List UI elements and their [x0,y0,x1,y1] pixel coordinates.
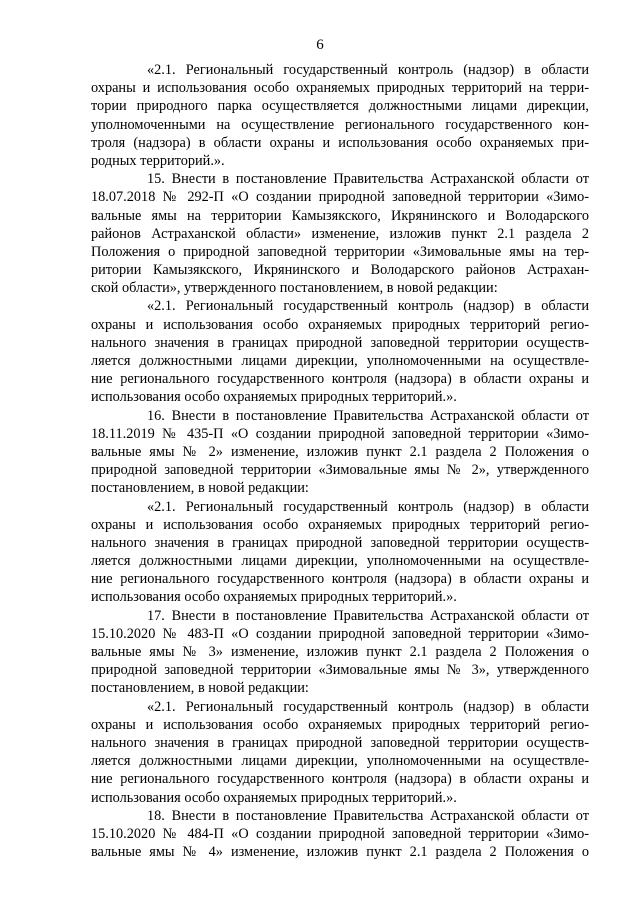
text-line: ляется должностными лицами дирекции, уполномоченными на осуществле- [91,753,589,770]
text-line: ние регионального государственного контроля (надзора) в области охраны и [91,571,589,588]
page-number: 6 [316,37,324,53]
text-line: «2.1. Региональный государственный контроль (надзор) в области [147,298,589,315]
text-line: вальные ямы № 3» изменение, изложив пункт 2.1 раздела 2 Положения о [91,644,589,660]
text-line: ритории Камызякского, Икрянинского и Володарского районов Астрахан- [91,262,589,279]
text-line: использования особо охраняемых природных территорий.». [91,389,457,406]
text-line: постановлением, в новой редакции: [91,480,309,497]
text-line: использования особо охраняемых природных территорий.». [91,589,457,606]
text-line: районов Астраханской области» изменение, изложив пункт 2.1 раздела 2 [91,225,589,242]
text-line: охраны и использования особо охраняемых природных территорий регио- [91,516,589,533]
text-line: нального значения в границах природной заповедной территории осуществ- [91,534,589,551]
text-line: 18.07.2018 № 292-П «О создании природной заповедной территории «Зимо- [91,189,589,206]
document-body [91,61,589,861]
text-line: нального значения в границах природной заповедной территории осуществ- [91,334,589,351]
text-line: ние регионального государственного контроля (надзора) в области охраны и [91,371,589,388]
text-line: ляется должностными лицами дирекции, уполномоченными на осуществле- [91,353,589,369]
text-line: «2.1. Региональный государственный контроль (надзор) в области [147,62,589,78]
text-line: ляется должностными лицами дирекции, уполномоченными на осуществле- [91,553,589,570]
text-line: троля (надзора) в области охраны и использования особо охраняемых при- [91,134,589,151]
text-line: вальные ямы № 4» изменение, изложив пункт 2.1 раздела 2 Положения о [91,844,589,861]
text-line: охраны и использования особо охраняемых природных территорий на терри- [91,80,589,97]
text-line: Положения о природной заповедной территории «Зимовальные ямы на тер- [91,243,589,260]
text-line: охраны и использования особо охраняемых природных территорий регио- [91,716,589,733]
text-line: 15.10.2020 № 484-П «О создании природной заповедной территории «Зимо- [91,825,589,842]
text-line: 18. Внести в постановление Правительства Астраханской области от [147,807,589,824]
text-line: уполномоченными на осуществление регионального государственного кон- [91,116,589,133]
text-line: вальные ямы на территории Камызякского, Икрянинского и Володарского [91,207,589,224]
text-line: вальные ямы № 2» изменение, изложив пункт 2.1 раздела 2 Положения о [91,443,589,460]
text-line: постановлением, в новой редакции: [91,680,309,697]
text-line: природной заповедной территории «Зимовальные ямы № 3», утвержденного [91,662,589,679]
text-line: нального значения в границах природной заповедной территории осуществ- [91,734,589,751]
text-line: тории природного парка осуществляется должностными лицами дирекции, [91,98,589,115]
text-line: охраны и использования особо охраняемых природных территорий регио- [91,316,589,333]
text-line: 17. Внести в постановление Правительства Астраханской области от [147,607,589,624]
text-line: ние регионального государственного контроля (надзора) в области охраны и [91,771,589,788]
text-line: 15. Внести в постановление Правительства Астраханской области от [147,171,589,188]
text-line: ской области», утвержденного постановлением, в новой редакции: [91,280,498,297]
text-line: 16. Внести в постановление Правительства Астраханской области от [147,407,589,424]
text-line: природной заповедной территории «Зимовальные ямы № 2», утвержденного [91,462,589,479]
text-line: «2.1. Региональный государственный контроль (надзор) в области [147,498,589,515]
text-line: родных территорий.». [91,152,225,169]
text-line: использования особо охраняемых природных территорий.». [91,789,457,806]
text-line: 15.10.2020 № 483-П «О создании природной заповедной территории «Зимо- [91,625,589,642]
text-line: 18.11.2019 № 435-П «О создании природной заповедной территории «Зимо- [91,425,589,442]
text-line: «2.1. Региональный государственный контроль (надзор) в области [147,698,589,715]
